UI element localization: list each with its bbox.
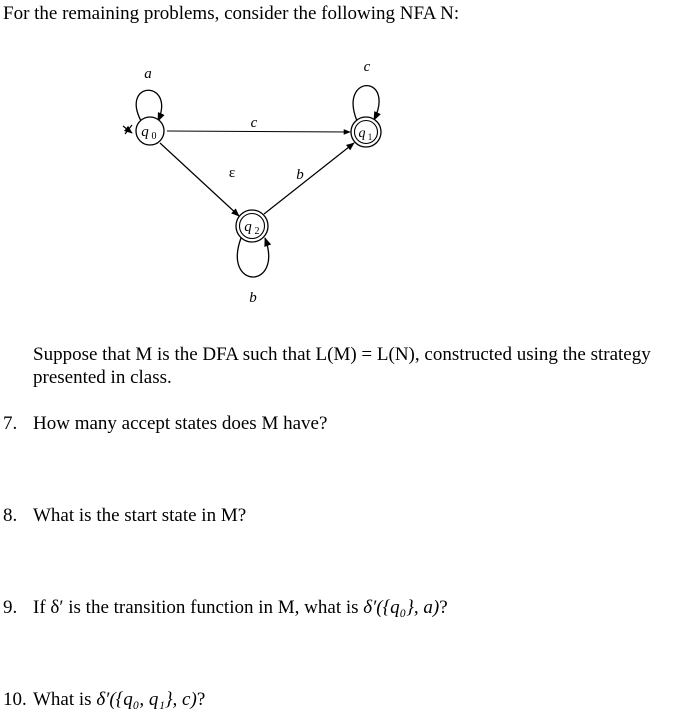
- state-q0: [136, 117, 164, 145]
- question-number: 7.: [3, 413, 18, 434]
- edge-q0-q2: [160, 143, 239, 216]
- label-b-q2q1: b: [296, 167, 304, 183]
- question-8: [3, 505, 246, 527]
- question-7: [3, 413, 327, 435]
- supposition-line-1: Suppose that M is the DFA such that L(M) = L(N), constructed using the strategy: [33, 344, 651, 365]
- question-9: [3, 597, 448, 619]
- svg-text:2: 2: [254, 226, 260, 237]
- label-b-loop: b: [249, 290, 257, 306]
- svg-text:q: q: [244, 219, 252, 235]
- edge-q2-q1: [264, 143, 354, 214]
- label-c-q0q1: c: [250, 115, 258, 131]
- question-expression: δ′({q₀, q₁}, c): [96, 689, 197, 710]
- question-10: [3, 689, 205, 711]
- question-text: If δ′ is the transition function in M, what is: [33, 597, 364, 618]
- question-end: ?: [196, 689, 206, 710]
- label-a: a: [144, 66, 152, 82]
- nfa-diagram: [0, 0, 696, 320]
- label-c-loop: c: [363, 59, 371, 75]
- svg-text:q: q: [141, 124, 149, 140]
- question-number: 9.: [3, 597, 18, 618]
- edge-q0-q1: [167, 131, 350, 132]
- svg-text:0: 0: [151, 131, 157, 142]
- question-end: ?: [439, 597, 448, 618]
- question-number: 10.: [3, 689, 27, 710]
- supposition-line-2: presented in class.: [33, 367, 172, 388]
- svg-text:q: q: [358, 126, 366, 141]
- question-number: 8.: [3, 505, 18, 526]
- question-text: What is the start state in M?: [33, 505, 247, 526]
- question-expression: δ′({q₀}, a): [363, 597, 440, 618]
- intro-text: For the remaining problems, consider the following NFA N:: [3, 3, 460, 24]
- label-epsilon: ε: [228, 165, 236, 181]
- loop-q0-a: [136, 90, 161, 121]
- loop-q2-b: [237, 238, 268, 277]
- svg-text:1: 1: [367, 132, 373, 142]
- loop-q1-c: [353, 86, 379, 121]
- state-q2: [236, 210, 268, 242]
- state-q1: [351, 117, 381, 147]
- question-text: How many accept states does M have?: [33, 413, 328, 434]
- question-text: What is: [33, 689, 97, 710]
